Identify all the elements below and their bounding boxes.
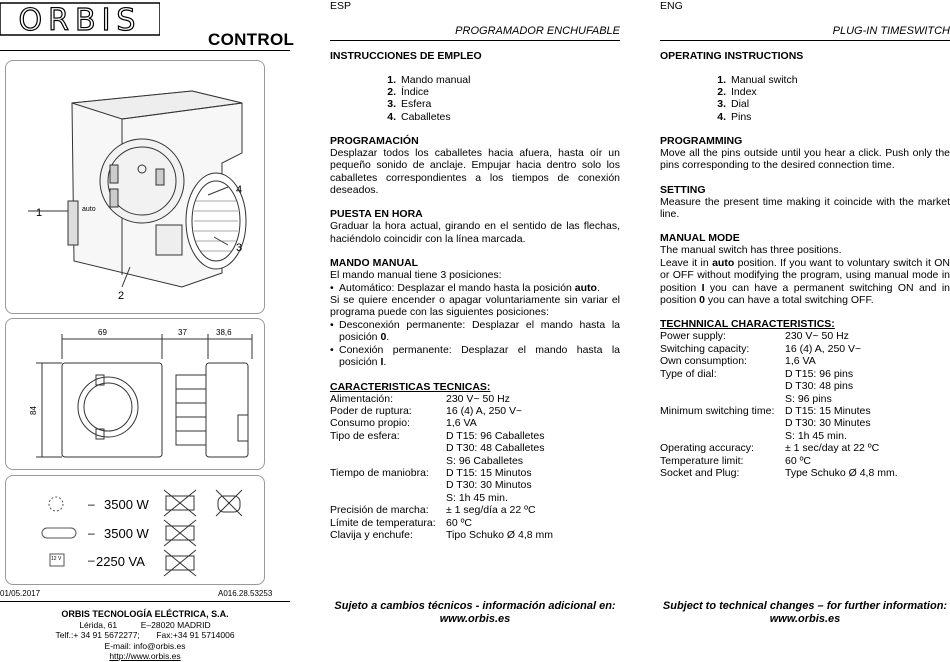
spec-label: Tiempo de maniobra: — [330, 466, 429, 479]
spec-label: Consumo propio: — [330, 417, 410, 430]
svg-text:–: – — [88, 526, 95, 540]
table-row — [330, 455, 553, 467]
spec-label — [660, 417, 785, 429]
dim-37: 37 — [178, 328, 187, 337]
rating-1: 3500 W — [104, 497, 149, 512]
eng-lang: ENG — [660, 0, 683, 12]
table-row — [660, 430, 898, 442]
spec-value: 1,6 VA — [446, 417, 477, 430]
dim-38-6: 38,6 — [216, 328, 232, 337]
spec-label: Type of dial: — [660, 367, 717, 380]
callout-3: 3 — [236, 242, 243, 254]
spec-value: 16 (4) A, 250 V~ — [785, 342, 862, 355]
spec-label: Operating accuracy: — [660, 442, 754, 455]
esp-manual-text: El mando manual tiene 3 posiciones: — [330, 269, 502, 282]
esp-footer-note: Sujeto a cambios técnicos - información adicional en: www.orbis.es — [330, 600, 620, 626]
spec-value: D T30: 30 Minutos — [446, 479, 532, 492]
spec-value: D T30: 48 Caballetes — [446, 442, 545, 455]
esp-manual-list-2 — [330, 319, 620, 369]
list-item: 3. Esfera — [387, 98, 432, 111]
spec-label: Switching capacity: — [660, 342, 750, 355]
table-row — [660, 368, 898, 380]
spec-value: Tipo Schuko Ø 4,8 mm — [446, 528, 553, 541]
spec-value: D T15: 15 Minutos — [446, 466, 532, 479]
eng-footer-note: Subject to technical changes – for further information: www.orbis.es — [660, 600, 950, 626]
table-row — [660, 417, 898, 429]
spec-value: D T15: 15 Minutes — [785, 404, 871, 417]
spec-label: Alimentación: — [330, 392, 394, 405]
spec-label: Tipo de esfera: — [330, 429, 400, 442]
divider — [660, 40, 950, 41]
eng-programming-heading: PROGRAMMING — [660, 134, 743, 147]
spec-label — [330, 455, 446, 467]
divider — [0, 601, 290, 602]
spec-label: Precisión de marcha: — [330, 504, 429, 517]
table-row — [330, 405, 553, 417]
esp-manual-heading: MANDO MANUAL — [330, 257, 419, 270]
callout-2: 2 — [118, 290, 125, 302]
esp-title: PROGRAMADOR ENCHUFABLE — [455, 25, 620, 37]
list-item: 4. Caballetes — [387, 110, 451, 123]
table-row — [660, 330, 898, 342]
spec-label: Socket and Plug: — [660, 466, 740, 479]
esp-website[interactable]: www.orbis.es — [439, 613, 511, 625]
svg-text:–: – — [88, 553, 95, 567]
list-item: 3. Dial — [717, 98, 750, 111]
spec-label: Temperature limit: — [660, 454, 744, 467]
spec-label: Minimum switching time: — [660, 404, 775, 417]
esp-setting-text: Graduar la hora actual, girando en el sentido de las flechas, haciéndolo coincidir con la línea marcada. — [330, 220, 620, 245]
eng-setting-heading: SETTING — [660, 183, 706, 196]
list-item: 1. Mando manual — [387, 74, 471, 86]
spec-label: Límite de temperatura: — [330, 516, 436, 529]
load-ratings-panel — [5, 475, 265, 585]
esp-spec-table — [330, 393, 553, 542]
spec-value: 230 V~ 50 Hz — [785, 330, 849, 343]
spec-value: D T30: 30 Minutes — [785, 417, 871, 430]
spec-value: Type Schuko Ø 4,8 mm. — [785, 466, 898, 479]
table-row — [660, 455, 898, 467]
esp-tech-heading: CARACTERISTICAS TECNICAS: — [330, 380, 491, 393]
dimension-drawing — [6, 319, 264, 469]
table-row — [660, 405, 898, 417]
incandescent-lamp-icon — [49, 497, 63, 511]
eng-manual-text-2: Leave it in auto position. If you want to voluntary switch it ON or OFF without modifying the program, using manual mode in position I you can have a permanent switching ON and in position 0 you can have a total switching OFF. — [660, 256, 950, 307]
spec-value: S: 96 Caballetes — [446, 454, 524, 467]
company-address — [0, 609, 290, 662]
dimensions-panel — [5, 318, 265, 470]
list-item: • Automático: Desplazar el mando hasta la posición auto. — [330, 282, 620, 294]
callout-1: 1 — [36, 207, 43, 219]
company-name: ORBIS TECNOLOGÍA ELÉCTRICA, S.A. — [61, 609, 229, 619]
list-item: 2. Índice — [387, 86, 430, 99]
spec-value: D T15: 96 pins — [785, 367, 854, 380]
table-row — [330, 529, 553, 541]
spec-value: 60 ºC — [785, 454, 812, 467]
table-row — [660, 393, 898, 405]
table-row — [330, 492, 553, 504]
spec-label — [330, 492, 446, 504]
rating-3: 2250 VA — [96, 554, 145, 569]
email-link[interactable]: E-mail: info@orbis.es — [104, 640, 186, 651]
esp-parts-list — [380, 74, 620, 123]
street: Lérida, 61 — [79, 619, 118, 630]
table-row — [330, 442, 553, 454]
list-item: 1. Manual switch — [717, 74, 798, 86]
esp-programming-heading: PROGRAMACIÓN — [330, 134, 419, 147]
eng-programming-text: Move all the pins outside until you hear a click. Push only the pins corresponding to the desired connection time. — [660, 146, 950, 172]
spec-value: ± 1 seg/día a 22 ºC — [446, 504, 536, 517]
list-item: 4. Pins — [717, 110, 752, 123]
list-item: • Conexión permanente: Desplazar el mando hasta la posición I. — [330, 344, 620, 369]
spec-value: 16 (4) A, 250 V~ — [446, 404, 523, 417]
spec-label — [660, 380, 785, 392]
lamp-voltage-label: 12 V — [51, 556, 62, 562]
spec-label: Poder de ruptura: — [330, 404, 412, 417]
esp-instructions-heading: INSTRUCCIONES DE EMPLEO — [330, 50, 482, 62]
compact-lamp-crossed-icon — [218, 496, 240, 512]
eng-title: PLUG-IN TIMESWITCH — [832, 25, 950, 37]
doc-date: 01/05.2017 — [0, 589, 41, 598]
spec-value: ± 1 sec/day at 22 ºC — [785, 442, 880, 455]
spec-value: 1,6 VA — [785, 355, 816, 368]
website-link[interactable]: http://www.orbis.es — [109, 651, 181, 661]
table-row — [660, 343, 898, 355]
esp-manual-list — [330, 282, 620, 294]
table-row — [330, 417, 553, 429]
table-row — [330, 479, 553, 491]
spec-value: S: 1h 45 min. — [785, 429, 847, 442]
rating-2: 3500 W — [104, 526, 149, 541]
orbis-logo — [0, 2, 160, 36]
spec-value: 60 ºC — [446, 516, 473, 529]
spec-value: S: 96 pins — [785, 392, 832, 405]
divider — [0, 50, 290, 51]
table-row — [330, 393, 553, 405]
callout-4: 4 — [236, 184, 243, 196]
spec-value: S: 1h 45 min. — [446, 491, 508, 504]
product-illustration-panel — [5, 60, 265, 314]
telephone: Telf.:+ 34 91 5672277; — [55, 630, 140, 640]
eng-instructions-heading: OPERATING INSTRUCTIONS — [660, 50, 804, 62]
esp-lang: ESP — [330, 0, 352, 12]
spec-label: Clavija y enchufe: — [330, 528, 413, 541]
eng-spec-table — [660, 330, 898, 479]
spec-value: D T15: 96 Caballetes — [446, 429, 545, 442]
halogen-tube-icon — [42, 528, 76, 538]
svg-text:–: – — [88, 497, 95, 511]
eng-manual-heading: MANUAL MODE — [660, 232, 740, 245]
spec-label — [660, 430, 785, 442]
eng-manual-text: The manual switch has three positions. — [660, 244, 842, 257]
table-row — [660, 355, 898, 367]
esp-setting-heading: PUESTA EN HORA — [330, 208, 423, 221]
spec-label — [330, 479, 446, 491]
spec-label: Power supply: — [660, 330, 726, 343]
table-row — [660, 380, 898, 392]
eng-column — [660, 50, 950, 479]
spec-value: D T30: 48 pins — [785, 380, 854, 393]
eng-parts-list — [710, 74, 950, 123]
esp-manual-text-2: Si se quiere encender o apagar voluntariamente sin variar el programa puede con las siguientes posiciones: — [330, 294, 620, 319]
doc-code: A016.28.53253 — [218, 589, 273, 598]
table-row — [330, 430, 553, 442]
table-row — [330, 517, 553, 529]
table-row — [660, 442, 898, 454]
spec-value: 230 V~ 50 Hz — [446, 392, 510, 405]
eng-website[interactable]: www.orbis.es — [769, 613, 841, 625]
spec-label — [660, 393, 785, 405]
spec-label: Own consumption: — [660, 355, 747, 368]
timeswitch-illustration — [6, 61, 264, 313]
dim-84: 84 — [29, 406, 38, 415]
esp-column — [330, 50, 620, 541]
page-title: CONTROL — [208, 30, 295, 49]
dim-69: 69 — [98, 328, 107, 337]
load-ratings — [6, 476, 264, 584]
table-row — [330, 467, 553, 479]
fax: Fax:+34 91 5714006 — [156, 630, 235, 640]
eng-tech-heading: TECHNNICAL CHARACTERISTICS: — [660, 318, 835, 331]
eng-setting-text: Measure the present time making it coincide with the market line. — [660, 195, 950, 221]
list-item: 2. Index — [717, 86, 757, 99]
divider — [330, 40, 620, 41]
table-row — [330, 504, 553, 516]
city: E–28020 MADRID — [140, 619, 211, 630]
table-row — [660, 467, 898, 479]
list-item: • Desconexión permanente: Desplazar el mando hasta la posición 0. — [330, 319, 620, 344]
spec-label — [330, 442, 446, 454]
esp-programming-text: Desplazar todos los caballetes hacia afuera, hasta oír un pequeño sonido de anclaje. Empujar hacia dentro solo los caballetes correspondientes a los tiempos de conexión deseados. — [330, 146, 620, 197]
auto-label: auto — [82, 206, 96, 213]
logo-text: ORBIS — [18, 3, 142, 36]
